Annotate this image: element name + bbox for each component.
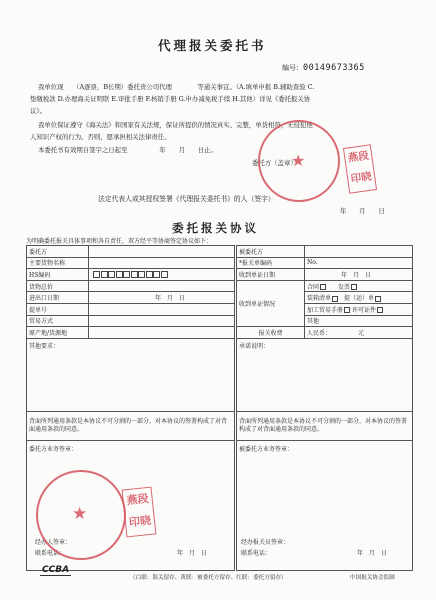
invoice-checkbox[interactable] — [351, 284, 357, 290]
company-seal-bottom — [36, 470, 126, 560]
table-row: *报关单编码 No. — [237, 257, 413, 269]
agreement-intro: 为明确委托报关具体事项和各自责任，双方经平等协商签定协议如下： — [26, 238, 213, 245]
other-req-row: 其他要求： — [27, 338, 235, 411]
seal-label: 委托方（盖章）： — [252, 159, 300, 167]
table-row: 被委托方 — [237, 246, 413, 258]
right-handler-label: 经办报关员签章： — [241, 538, 290, 546]
star-icon: ★ — [72, 504, 88, 524]
personal-seal-top: 燕段 印晓 — [343, 144, 377, 193]
left-biz-label: 委托方业务签章： — [29, 445, 78, 453]
letter-line-1: 我单位现 （A逐票，B长期）委托贵公司代理 等通关事宜。（A.填单申报 B.辅助查验 C. — [38, 83, 315, 91]
table-row: HS编码 — [27, 269, 235, 281]
left-handler-label: 经办人签章： — [35, 538, 72, 546]
packing-checkbox[interactable] — [332, 296, 338, 302]
left-date: 年 月 日 — [177, 549, 208, 557]
letter-line-6: 本委托书有效期自签字之日起至 年 月 日止。 — [38, 146, 217, 154]
footer-org: 中国报关协会监制 — [350, 575, 395, 581]
table-row: 货物总价 — [27, 280, 235, 292]
footer-note: （白联：海关留存、黄联：被委托方留存、红联：委托方留存） — [130, 575, 287, 581]
right-date: 年 月 日 — [357, 549, 388, 557]
docs-row: 加工贸易手册 许可证件 — [237, 303, 413, 315]
company-seal-top — [258, 120, 340, 202]
letter-line-2: 垫缴税款 D.办理海关证明联 E.审批手册 F.核销手册 G.申办减免税手续 H.其他）详见《委托报关协 — [30, 95, 311, 103]
right-phone-label: 联系电话： — [241, 549, 272, 557]
code-row — [282, 64, 365, 72]
table-row: 收到单证日期 年 月 日 — [237, 269, 413, 281]
license-checkbox[interactable] — [377, 307, 383, 313]
right-table — [236, 245, 413, 571]
back-terms-row: 背面所列通用条款是本协议不可分割的一部分，对本协议的签署构成了对背面通用条款的同意。 — [237, 411, 413, 440]
table-row: 提单号 — [27, 303, 235, 315]
hs-code-boxes[interactable] — [89, 269, 235, 281]
fee-row: 报关收费 人民币： 元 — [237, 327, 413, 339]
back-terms-row: 背面所列通用条款是本协议不可分割的一部分，对本协议的签署构成了对背面通用条款的同意。 — [27, 411, 235, 440]
commit-row: 承诺说明： — [237, 338, 413, 411]
table-row: 贸易方式 — [27, 315, 235, 327]
legal-sign-label: 法定代表人或其授权签署《代理报关委托书》的人（签字） — [98, 195, 275, 203]
right-biz-label: 被委托方业务签章： — [239, 445, 294, 453]
letter-line-4: 我单位保证遵守《海关法》和国家有关法规，保证所提供的情况真实、完整，单货相符，无侵犯他 — [38, 121, 313, 129]
page-title: 代理报关委托书 — [158, 38, 267, 53]
code-label: 编号： — [282, 64, 303, 72]
letter-line-5: 人知识产权的行为。否则，愿承担相关法律责任。 — [30, 133, 171, 141]
bl-checkbox[interactable] — [375, 296, 381, 302]
docs-row: 其他 — [237, 315, 413, 327]
table-row: 进出口日期 年 月 日 — [27, 292, 235, 304]
table-row: 委托方 — [27, 246, 235, 258]
docs-row: 装箱清单 提（运）单 — [237, 292, 413, 304]
ccba-logo: CCBA — [42, 565, 70, 575]
personal-seal-bottom: 燕段 印晓 — [122, 487, 157, 538]
manual-checkbox[interactable] — [344, 307, 350, 313]
letter-date: 年 月 日 — [340, 207, 385, 215]
table-row: 主要货物名称 — [27, 257, 235, 269]
agreement-title: 委托报关协议 — [172, 221, 259, 235]
docs-row: 收到单证情况 合同 发票 — [237, 280, 413, 292]
letter-line-3: 议》。 — [30, 107, 46, 115]
right-sign-row — [237, 440, 413, 570]
code-value: 00149673365 — [303, 63, 365, 73]
star-icon: ★ — [291, 151, 306, 170]
left-phone-label: 联系电话： — [35, 549, 66, 557]
contract-checkbox[interactable] — [320, 284, 326, 290]
table-row: 原产地/货源地 — [27, 327, 235, 339]
